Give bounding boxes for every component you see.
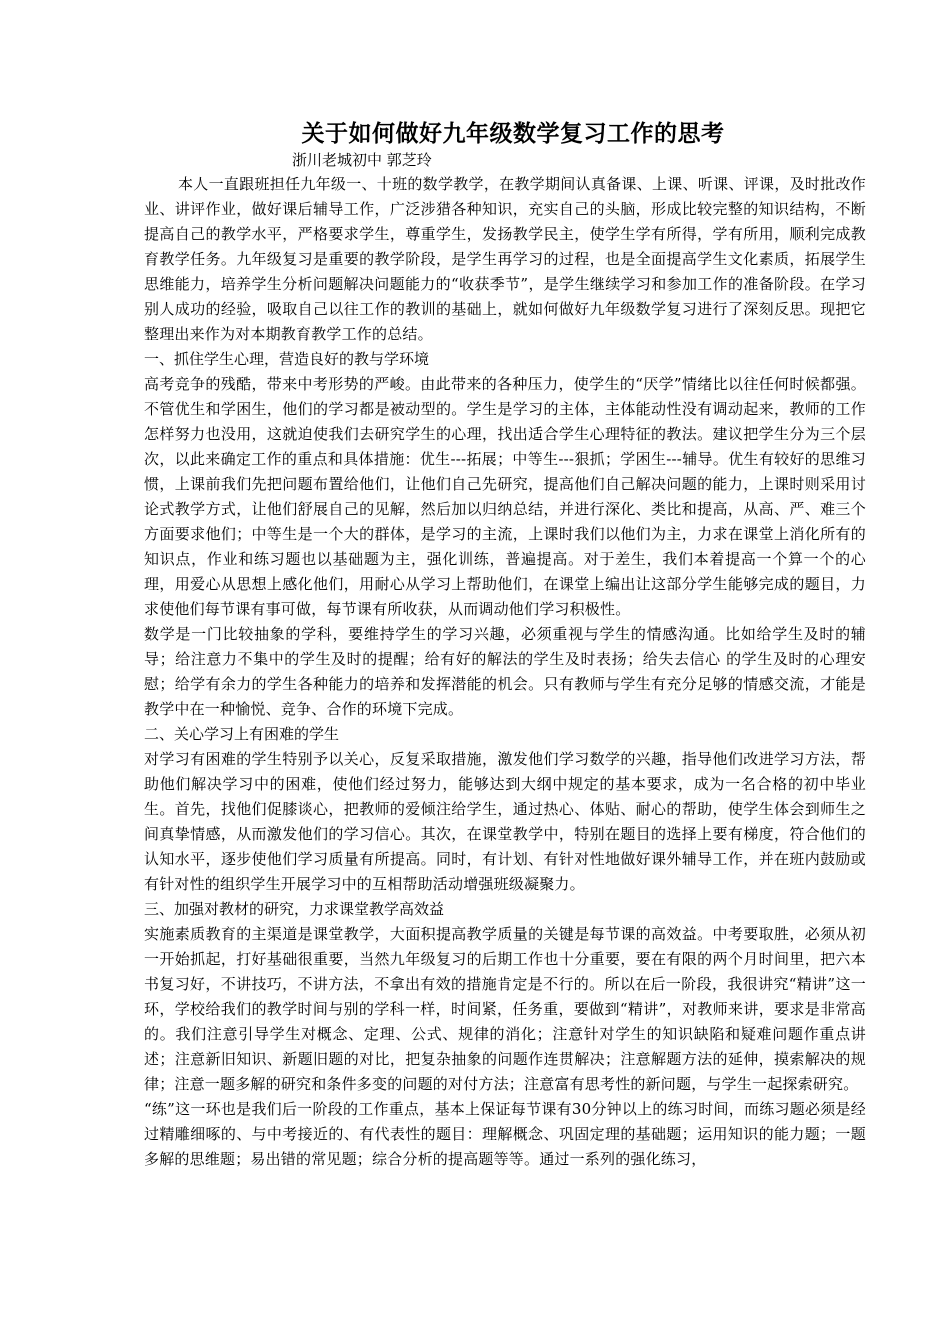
section-heading-2: 二、关心学习上有困难的学生 [144,725,340,743]
intro-paragraph: 本人一直跟班担任九年级一、十班的数学教学，在教学期间认真备课、上课、听课、评课，及时批改作业、讲评作业，做好课后辅导工作，广泛涉猎各种知识，充实自己的头脑，形成比较完整的知识结构，不断提高自己的教学水平，严格要求学生，尊重学生，发扬教学民主，使学生学有所得，学有所用，顺利完成教育教学任务。九年级复习是重要的教学阶段，是学生再学习的过程，也是全面提高学生文化素质，拓展学生思维能力，培养学生分析问题解决问题能力的“收获季节”，是学生继续学习和参加工作的准备阶段。在学习别人成功的经验，吸取自己以往工作的教训的基础上，就如何做好九年级数学复习进行了深刻反思。现把它整理出来作为对本期教育教学工作的总结。 [144,175,866,343]
section1-paragraph-1: 高考竞争的残酷，带来中考形势的严峻。由此带来的各种压力，使学生的“厌学”情绪比以往任何时候都强。不管优生和学困生，他们的学习都是被动型的。学生是学习的主体，主体能动性没有调动起来，教师的工作怎样努力也没用，这就迫使我们去研究学生的心理，找出适合学生心理特征的教法。建议把学生分为三个层次，以此来确定工作的重点和具体措施：优生---拓展；中等生---狠抓；学困生---辅导。优生有较好的思维习惯，上课前我们先把问题布置给他们，让他们自己先研究，提高他们自己解决问题的能力，上课时则采用讨论式教学方式，让他们舒展自己的见解，然后加以归纳总结，并进行深化、类比和提高，从高、严、难三个方面要求他们；中等生是一个大的群体，是学习的主流，上课时我们以他们为主，力求在课堂上消化所有的知识点，作业和练习题也以基础题为主，强化训练，普遍提高。对于差生，我们本着提高一个算一个的心理，用爱心从思想上感化他们，用耐心从学习上帮助他们，在课堂上编出让这部分学生能够完成的题目，力求使他们每节课有事可做，每节课有所收获，从而调动他们学习积极性。 [144,375,866,618]
section-heading-1: 一、抓住学生心理，营造良好的教与学环境 [144,350,430,368]
document-title: 关于如何做好九年级数学复习工作的思考 [301,120,725,147]
section3-paragraph-1: 实施素质教育的主渠道是课堂教学，大面积提高教学质量的关键是每节课的高效益。中考要取胜，必须从初一开始抓起，打好基础很重要，当然九年级复习的后期工作也十分重要，要在有限的两个月时间里，把六本书复习好，不讲技巧，不讲方法，不拿出有效的措施肯定是不行的。所以在后一阶段，我很讲究“精讲”这一环，学校给我们的教学时间与别的学科一样，时间紧，任务重，要做到“精讲”，对教师来讲，要求是非常高的。我们注意引导学生对概念、定理、公式、规律的消化；注意针对学生的知识缺陷和疑难问题作重点讲述；注意新旧知识、新题旧题的对比，把复杂抽象的问题作连贯解决；注意解题方法的延伸，摸索解决的规律；注意一题多解的研究和条件多变的问题的对付方法；注意富有思考性的新问题，与学生一起探索研究。 [144,925,866,1093]
section-heading-3: 三、加强对教材的研究，力求课堂教学高效益 [144,900,445,918]
section3-paragraph-2: “练”这一环也是我们后一阶段的工作重点，基本上保证每节课有30分钟以上的练习时间，而练习题必须是经过精雕细啄的、与中考接近的、有代表性的题目：理解概念、巩固定理的基础题；运用知识的能力题；一题多解的思维题；易出错的常见题；综合分析的提高题等等。通过一系列的强化练习， [144,1100,866,1168]
author-byline: 浙川老城初中 郭芝玲 [292,151,432,169]
section1-paragraph-2: 数学是一门比较抽象的学科，要维持学生的学习兴趣，必须重视与学生的情感沟通。比如给学生及时的辅导；给注意力不集中的学生及时的提醒；给有好的解法的学生及时表扬；给失去信心 的学生及时的心理安慰；给学有余力的学生各种能力的培养和发挥潜能的机会。只有教师与学生有充分足够的情感交流，才能是教学中在一种愉悦、竞争、合作的环境下完成。 [144,625,866,718]
document-page [144,118,866,1172]
section2-paragraph-1: 对学习有困难的学生特别予以关心，反复采取措施，激发他们学习数学的兴趣，指导他们改进学习方法，帮助他们解决学习中的困难，使他们经过努力，能够达到大纲中规定的基本要求，成为一名合格的初中毕业生。首先，找他们促膝谈心，把教师的爱倾注给学生，通过热心、体贴、耐心的帮助，使学生体会到师生之间真挚情感，从而激发他们的学习信心。其次，在课堂教学中，特别在题目的选择上要有梯度，符合他们的认知水平，逐步使他们学习质量有所提高。同时，有计划、有针对性地做好课外辅导工作，并在班内鼓励或有针对性的组织学生开展学习中的互相帮助活动增强班级凝聚力。 [144,750,866,893]
